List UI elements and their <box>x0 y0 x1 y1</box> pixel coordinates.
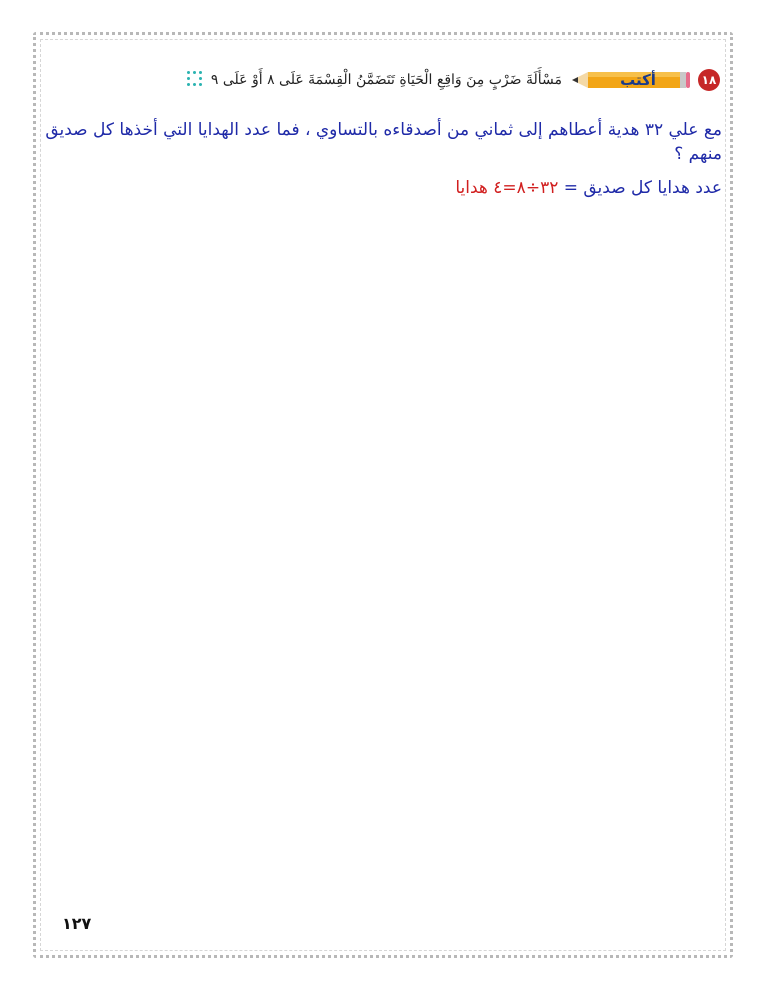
word-problem-question: مع علي ٣٢ هدية أعطاهم إلى ثماني من أصدقاءه بالتساوي ، فما عدد الهدايا التي أخذها كل صديق منهم ؟ <box>45 120 722 164</box>
problem-number-badge: ١٨ <box>698 69 720 91</box>
answer-line <box>32 176 722 200</box>
dot <box>199 71 202 74</box>
pencil-label: أكتب <box>620 71 656 89</box>
answer-label: عدد هدايا كل صديق = <box>558 178 722 198</box>
dot <box>199 77 202 80</box>
main-content <box>32 118 722 200</box>
dot <box>199 83 202 86</box>
dots-icon <box>185 69 207 91</box>
dot <box>193 71 196 74</box>
page-number: ١٢٧ <box>62 914 92 933</box>
exercise-header <box>40 62 720 98</box>
dot <box>187 83 190 86</box>
dot <box>193 83 196 86</box>
pencil-icon <box>572 68 690 92</box>
answer-result: ٣٢÷٨=٤ هدايا <box>455 178 559 198</box>
dot <box>187 71 190 74</box>
task-instruction: مَسْأَلَةَ ضَرْبٍ مِنَ وَاقِعِ الْحَيَاةِ تَتَضَمَّنُ الْقِسْمَةَ عَلَى ٨ أَوْ عَلَى ٩ <box>210 72 562 88</box>
dot <box>187 77 190 80</box>
